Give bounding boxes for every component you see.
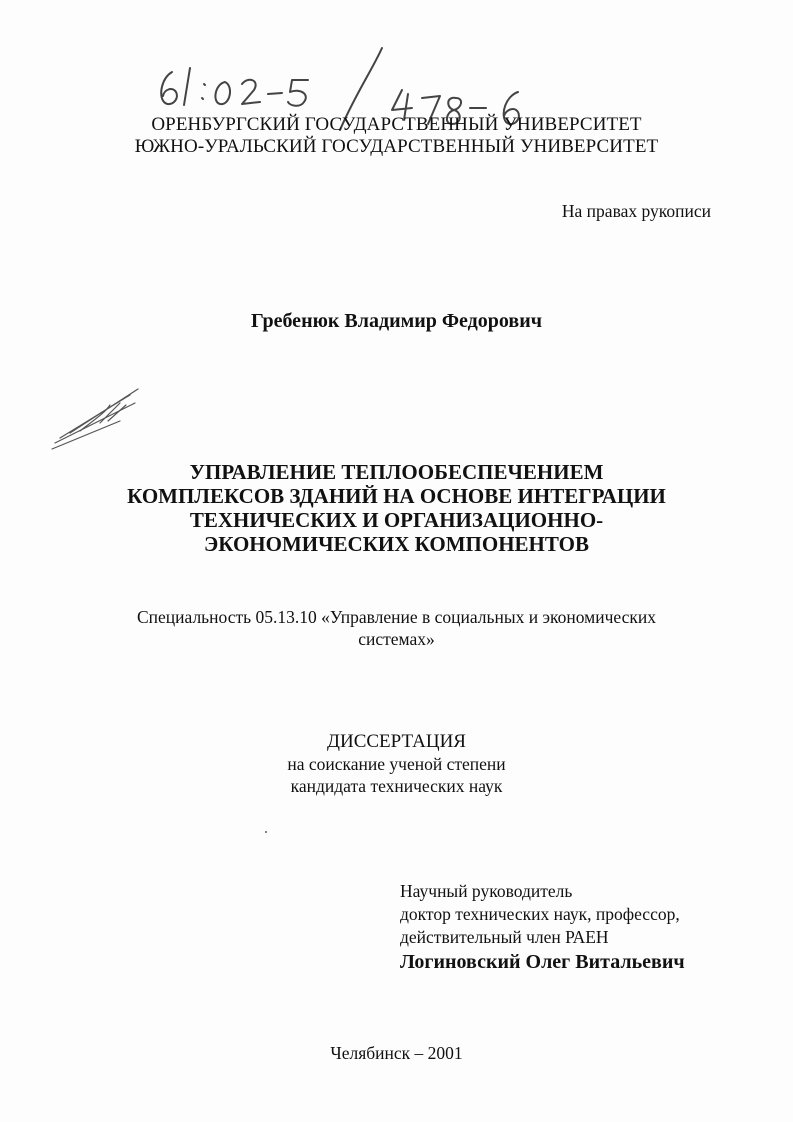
title-line: ЭКОНОМИЧЕСКИХ КОМПОНЕНТОВ [204, 532, 589, 556]
university-line-2: ЮЖНО-УРАЛЬСКИЙ ГОСУДАРСТВЕННЫЙ УНИВЕРСИТЕТ [134, 136, 659, 157]
scan-speck [265, 831, 267, 833]
degree-line: на соискание ученой степени [287, 754, 506, 774]
university-line-1: ОРЕНБУРГСКИЙ ГОСУДАРСТВЕННЫЙ УНИВЕРСИТЕТ [151, 114, 642, 135]
dissertation-heading: ДИССЕРТАЦИЯ [327, 731, 466, 752]
specialty [0, 606, 793, 650]
title-line: КОМПЛЕКСОВ ЗДАНИЙ НА ОСНОВЕ ИНТЕГРАЦИИ [127, 484, 666, 508]
dissertation-title [0, 460, 793, 556]
title-line: ТЕХНИЧЕСКИХ И ОРГАНИЗАЦИОННО- [189, 508, 604, 532]
title-line: УПРАВЛЕНИЕ ТЕПЛООБЕСПЕЧЕНИЕМ [189, 460, 604, 484]
rights-note: На правах рукописи [561, 201, 711, 221]
degree-line: кандидата технических наук [290, 776, 503, 796]
supervisor-membership: действительный член РАЕН [400, 927, 609, 947]
supervisor-role: Научный руководитель [400, 881, 573, 901]
supervisor-block [400, 880, 685, 975]
specialty-line: Специальность 05.13.10 «Управление в социальных и экономических [136, 607, 656, 627]
supervisor-name: Логиновский Олег Витальевич [400, 951, 685, 973]
specialty-line: системах» [358, 629, 435, 649]
supervisor-degree: доктор технических наук, профессор, [400, 904, 680, 924]
city-year: Челябинск – 2001 [330, 1043, 463, 1063]
author-name: Гребенюк Владимир Федорович [250, 310, 542, 332]
margin-scribble [50, 383, 145, 453]
